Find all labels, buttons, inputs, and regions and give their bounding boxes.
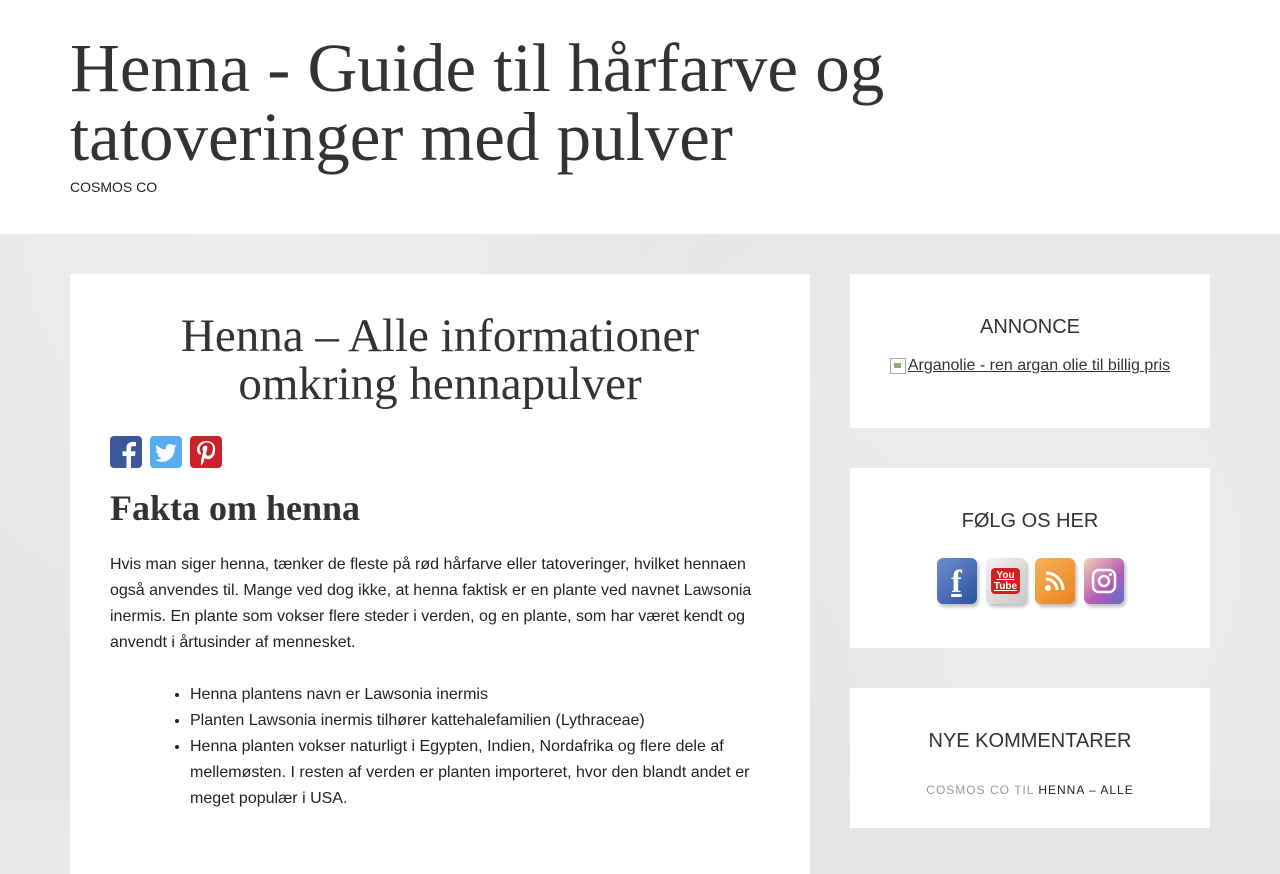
ad-widget <box>850 274 1210 428</box>
comment-connector: TIL <box>1014 783 1034 797</box>
rss-glyph <box>1044 570 1066 592</box>
recent-comments-widget <box>850 688 1210 828</box>
facebook-share-button[interactable] <box>110 436 142 468</box>
site-header <box>0 0 1280 234</box>
list-item: • Henna planten vokser naturligt i Egypten, Indien, Nordafrika og flere dele af mellemøsten. I resten af verden er planten importeret, hvor den blandt andet er meget populær i USA. <box>190 734 770 812</box>
list-item: • Planten Lawsonia inermis tilhører kattehalefamilien (Lythraceae) <box>190 708 770 734</box>
comment-item <box>850 783 1210 797</box>
facts-list <box>110 682 770 812</box>
twitter-share-button[interactable] <box>150 436 182 468</box>
broken-image-icon <box>890 358 906 374</box>
social-icons <box>850 558 1210 604</box>
rss-icon[interactable] <box>1035 558 1075 604</box>
site-title[interactable]: Henna - Guide til hårfarve og tatoveringer med pulver <box>70 30 885 175</box>
pinterest-share-button[interactable] <box>190 436 222 468</box>
sidebar <box>850 274 1210 868</box>
camera-glyph <box>1091 568 1117 594</box>
section-heading: Fakta om henna <box>110 488 361 528</box>
widget-title-ad: ANNONCE <box>979 316 1080 338</box>
widget-title-comments: NYE KOMMENTARER <box>928 730 1132 752</box>
site-description: COSMOS CO <box>70 179 158 195</box>
follow-widget <box>850 468 1210 648</box>
facebook-icon[interactable]: f <box>937 558 977 604</box>
youtube-icon[interactable]: You Tube <box>986 558 1026 604</box>
facebook-icon <box>110 436 142 468</box>
ad-image-alt: Arganolie - ren argan olie til billig pris <box>907 357 1171 374</box>
pinterest-icon <box>190 436 222 468</box>
article <box>70 274 810 874</box>
intro-paragraph: Hvis man siger henna, tænker de fleste på rød hårfarve eller tatoveringer, hvilket hennaen også anvendes til. Mange ved dog ikke, at henna faktisk er en plante ved navnet Lawsonia inermis. En plante som vokser flere steder i verden, og en plante, som har været kendt og anvendt i årtusinder af mennesket. <box>110 556 752 651</box>
share-buttons <box>110 436 770 468</box>
ad-image-link[interactable] <box>890 357 1170 375</box>
widget-title-follow: FØLG OS HER <box>961 510 1099 532</box>
twitter-icon <box>150 436 182 468</box>
comment-post-link[interactable]: HENNA – ALLE <box>1038 783 1134 797</box>
article-title: Henna – Alle informationer omkring hennapulver <box>180 310 700 410</box>
comment-author: COSMOS CO <box>926 783 1010 797</box>
instagram-icon[interactable] <box>1084 558 1124 604</box>
list-item: • Henna plantens navn er Lawsonia inermis <box>190 682 770 708</box>
